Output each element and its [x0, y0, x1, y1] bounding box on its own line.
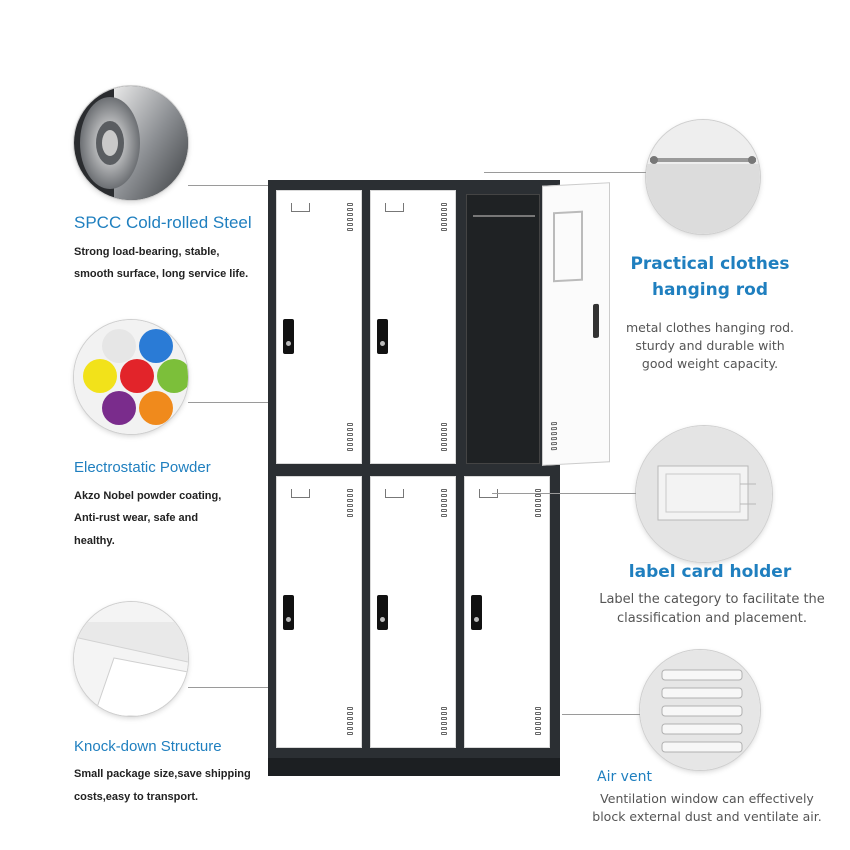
open-door [542, 182, 610, 466]
vent-holes [441, 423, 449, 453]
lock-handle [377, 319, 388, 354]
vent-holes [347, 203, 355, 233]
feature-title-rod-1: Practical clothes [630, 254, 790, 274]
locker-door-2 [370, 190, 456, 464]
vent-holes [441, 203, 449, 233]
steel-coil-icon [74, 86, 188, 200]
feature-desc-steel-1: Strong load-bearing, stable, [74, 246, 220, 258]
open-compartment [466, 194, 540, 464]
feature-desc-label-1: Label the category to facilitate the [599, 592, 825, 607]
connector-line [492, 493, 636, 494]
feature-desc-rod-3: good weight capacity. [641, 356, 779, 371]
connector-line [484, 172, 646, 173]
label-holder-icon [636, 426, 772, 562]
vent-holes [441, 489, 449, 519]
door-handle [593, 304, 599, 338]
locker-door-5 [370, 476, 456, 748]
label-slot [291, 203, 310, 212]
connector-line [188, 687, 270, 688]
feature-title-knockdown: Knock-down Structure [74, 738, 222, 755]
lock-handle [283, 319, 294, 354]
lock-handle [471, 595, 482, 630]
feature-title-vent: Air vent [597, 769, 652, 785]
locker-door-6 [464, 476, 550, 748]
vent-holes [551, 422, 559, 452]
feature-desc-rod-1: metal clothes hanging rod. [625, 320, 795, 335]
vent-holes [347, 423, 355, 453]
cabinet-base [268, 758, 560, 776]
hanging-rod-icon [646, 120, 760, 234]
label-slot [385, 203, 404, 212]
connector-line [188, 402, 270, 403]
feature-desc-rod-2: sturdy and durable with [635, 338, 785, 353]
feature-desc-knockdown-2: costs,easy to transport. [74, 791, 199, 803]
connector-line [188, 185, 270, 186]
feature-title-label: label card holder [628, 562, 792, 582]
feature-desc-label-2: classification and placement. [617, 611, 807, 626]
powder-pigments-icon [74, 320, 188, 434]
air-vent-icon [640, 650, 760, 770]
vent-holes [347, 489, 355, 519]
vent-holes [441, 707, 449, 737]
feature-desc-powder-1: Akzo Nobel powder coating, [74, 490, 222, 502]
label-slot [291, 489, 310, 498]
feature-title-steel: SPCC Cold-rolled Steel [74, 213, 252, 232]
feature-desc-powder-3: healthy. [74, 535, 115, 547]
steel-panel-icon [74, 602, 188, 716]
label-slot [385, 489, 404, 498]
feature-desc-steel-2: smooth surface, long service life. [74, 268, 249, 280]
feature-desc-powder-2: Anti-rust wear, safe and [74, 512, 199, 524]
hanging-rod [473, 215, 535, 217]
locker-door-1 [276, 190, 362, 464]
vent-holes [535, 707, 543, 737]
feature-desc-vent-1: Ventilation window can effectively [600, 791, 814, 806]
feature-title-rod-2: hanging rod [651, 280, 769, 300]
lock-handle [377, 595, 388, 630]
connector-line [562, 714, 640, 715]
vent-holes [347, 707, 355, 737]
door-inner-frame [553, 211, 583, 283]
feature-desc-knockdown-1: Small package size,save shipping [74, 768, 251, 780]
locker-door-4 [276, 476, 362, 748]
feature-title-powder: Electrostatic Powder [74, 459, 211, 476]
feature-desc-vent-2: block external dust and ventilate air. [592, 809, 822, 824]
lock-handle [283, 595, 294, 630]
locker-cabinet [268, 180, 560, 776]
